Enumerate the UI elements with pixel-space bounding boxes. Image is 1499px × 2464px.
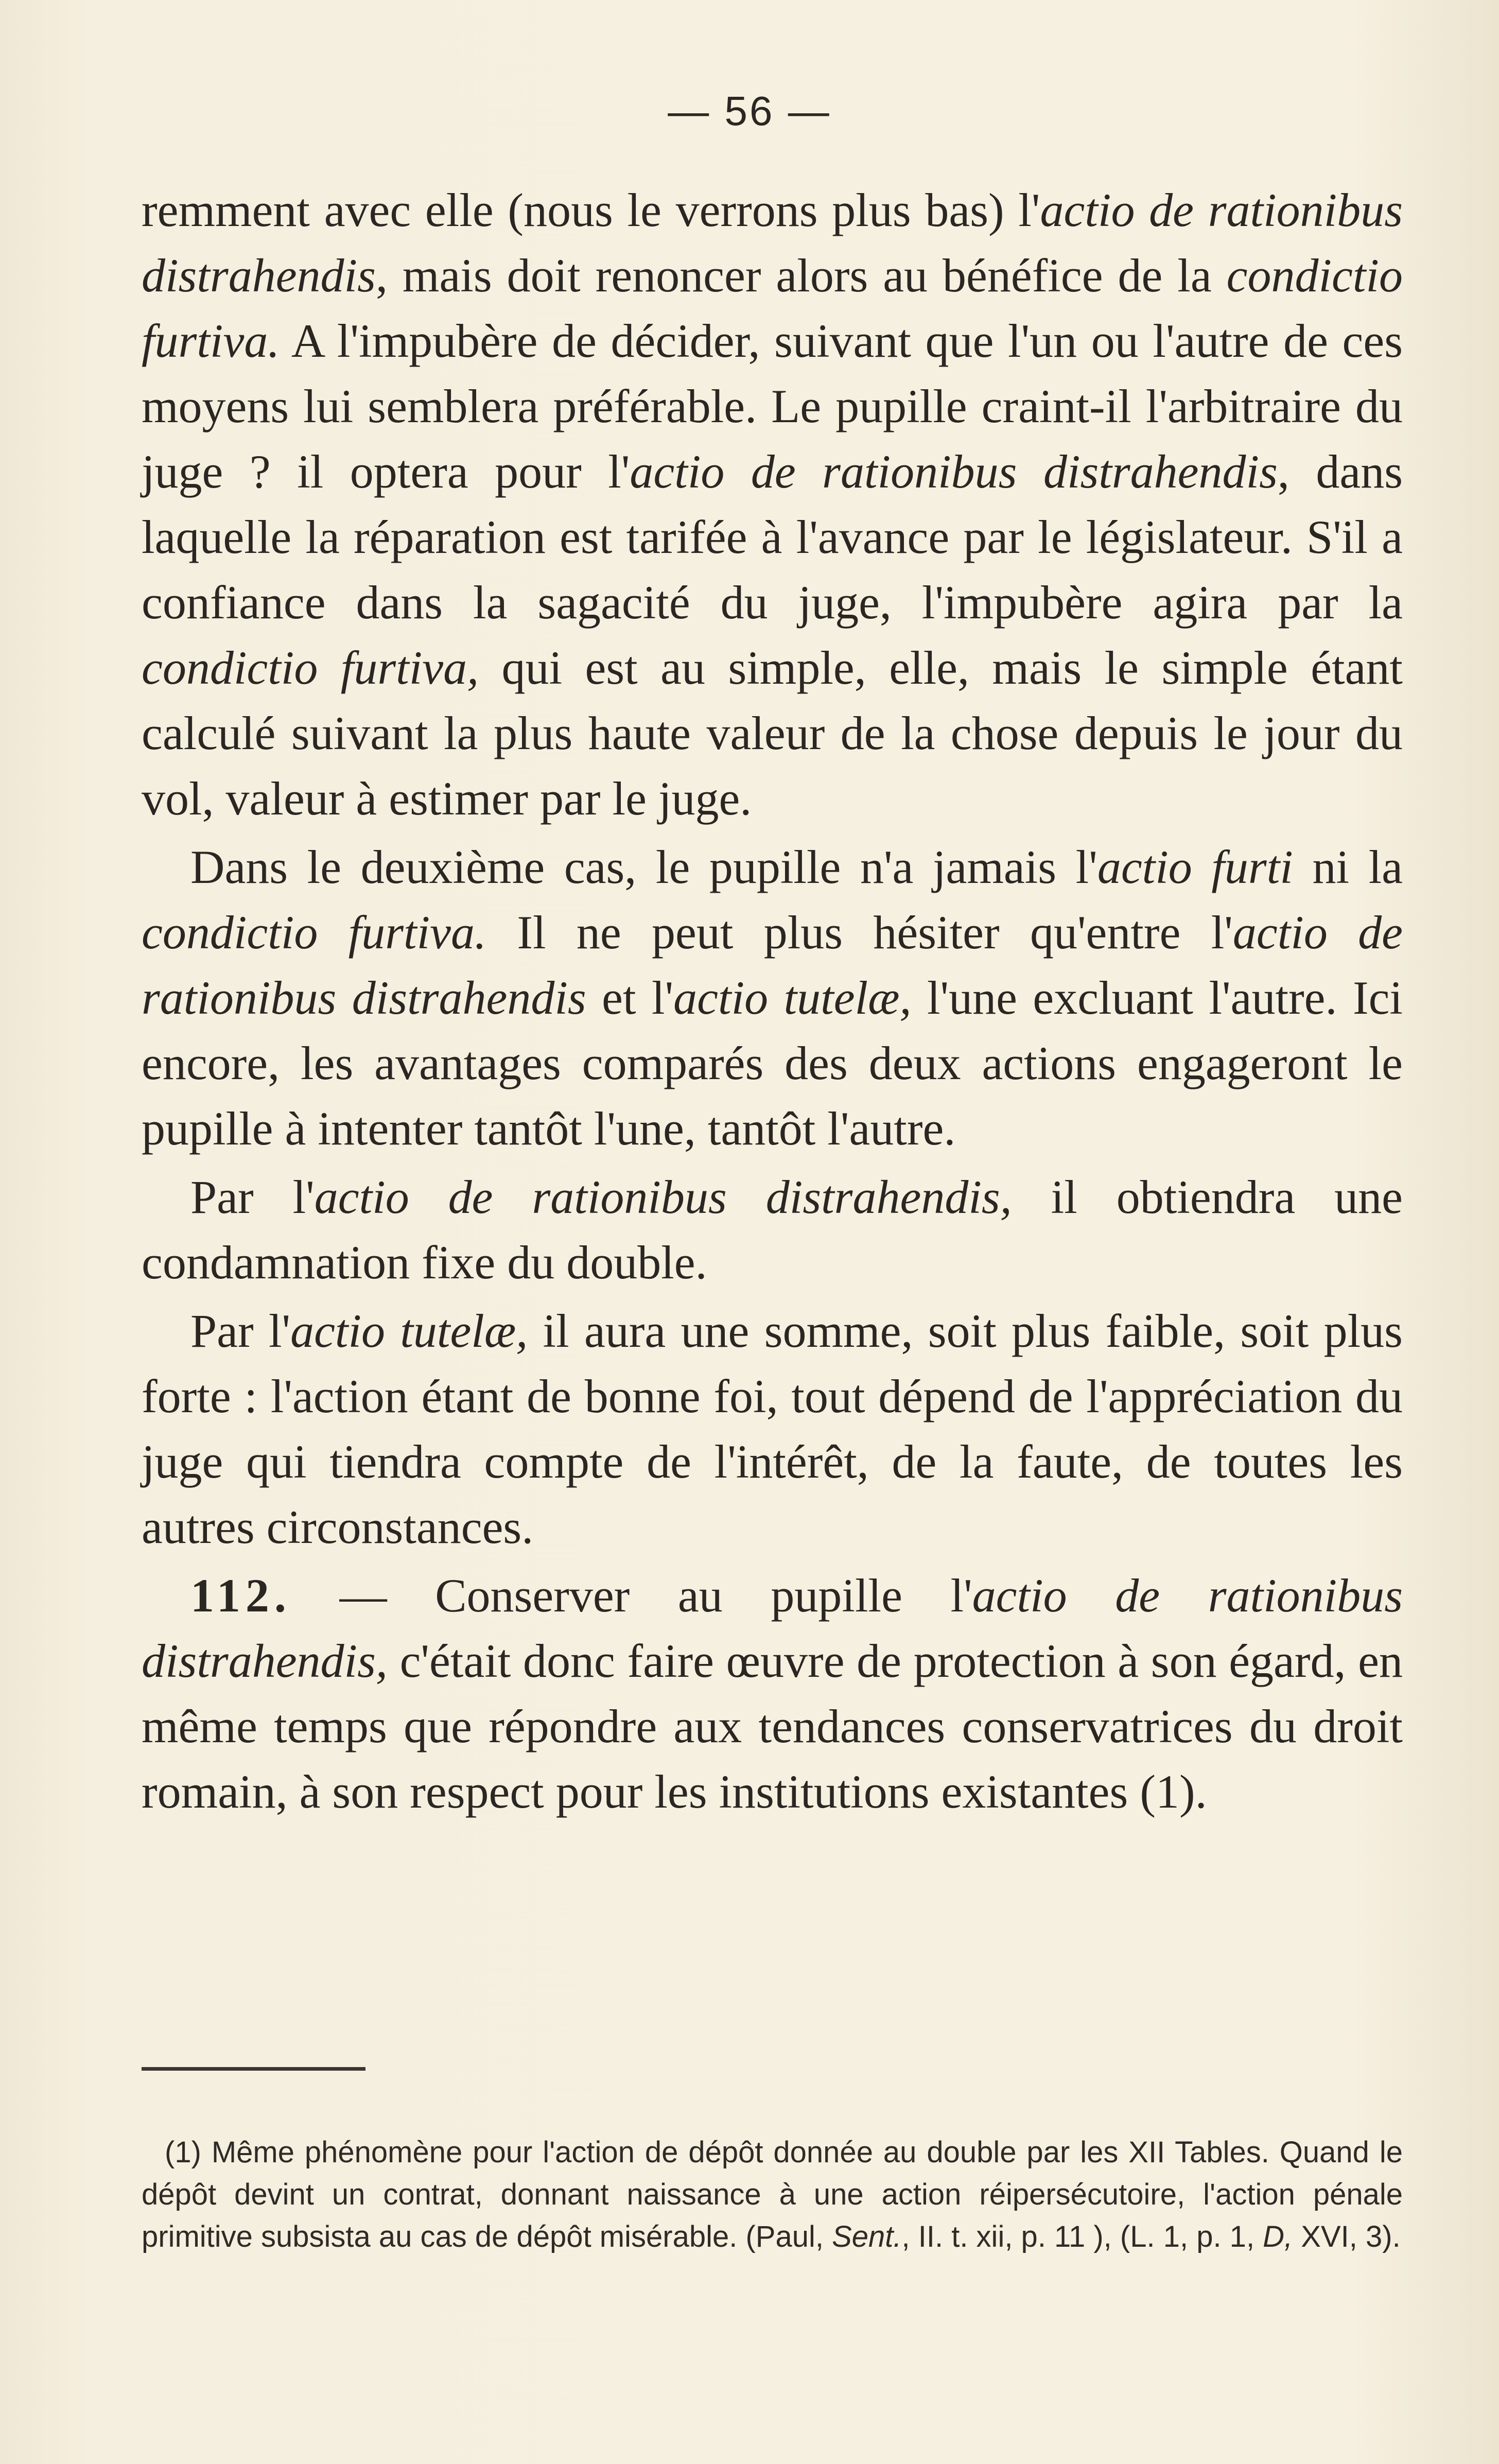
text-run: il obtiendra une condamnation fixe du double. [142,1171,1403,1289]
paragraph-3 [142,1165,1403,1295]
italic-run: condictio furtiva. [142,906,486,959]
italic-run: actio de rationibus distrahendis [142,184,1403,302]
text-run: et l' [586,971,674,1024]
italic-run: actio de rationibus distrahendis [630,445,1278,498]
text-run: remment avec elle (nous le verrons plus bas) l' [142,184,1040,236]
text-run: l'une excluant l'autre. Ici encore, les avantages comparés des deux actions engageront le pupille à intenter tantôt l'une, tantôt l'autre. [142,971,1403,1155]
paragraph-4 [142,1298,1403,1560]
italic-run: Sent. [832,2220,902,2253]
text-run: XVI, 3). [1293,2220,1401,2253]
text-run: Il ne peut plus hésiter qu'entre l' [486,906,1233,959]
italic-run: actio tutelæ, [673,971,912,1024]
italic-run: D, [1263,2220,1293,2253]
text-run: qui est au simple, elle, mais le simple étant calculé suivant la plus haute valeur de la chose depuis le jour du vol, valeur à estimer par le juge. [142,641,1403,825]
footnote-divider [142,2067,365,2071]
footnote [142,2131,1403,2258]
text-run: Par l' [190,1305,291,1357]
page-number: — 56 — [668,88,831,134]
main-text [142,178,1403,1825]
text-run: , dans laquelle la réparation est tarifée à l'avance par le législateur. S'il a confiance dans la sagacité du juge, l'impubère agira par la [142,445,1403,629]
italic-run: actio de rationibus distrahendis, [314,1171,1012,1223]
text-run: A l'impubère de décider, suivant que l'un ou l'autre de ces moyens lui semblera préférable. Le pupille craint-il l'arbitraire du juge ? il optera pour l' [142,315,1403,498]
italic-run: condictio furtiva. [142,249,1403,367]
paragraph-1 [142,178,1403,831]
paragraph-5 [142,1563,1403,1825]
section-number: 112. [190,1569,291,1622]
text-run: (1) Même phénomène pour l'action de dépôt donnée au double par les XII Tables. Quand le dépôt devint un contrat, donnant naissance à une action réipersécutoire, l'action pénale primitive subsista au cas de dépôt misérable. (Paul, [142,2136,1403,2253]
italic-run: actio furti [1097,841,1293,893]
text-run: — Conserver au pupille l' [291,1569,972,1622]
text-run: , mais doit renoncer alors au bénéfice de la [375,249,1227,302]
text-run: il aura une somme, soit plus faible, soit plus forte : l'action étant de bonne foi, tout dépend de l'appréciation du juge qui tiendra compte de l'intérêt, de la faute, de toutes les autres circonstances. [142,1305,1403,1553]
text-run: c'était donc faire œuvre de protection à son égard, en même temps que répondre aux tendances conservatrices du droit romain, à son respect pour les institutions existantes (1). [142,1635,1403,1818]
italic-run: actio de rationibus distrahendis, [142,1569,1403,1687]
text-run: , II. t. xii, p. 11 ), (L. 1, p. 1, [901,2220,1263,2253]
italic-run: actio de rationibus distrahendis [142,906,1403,1024]
italic-run: actio tutelæ, [290,1305,528,1357]
text-run: Dans le deuxième cas, le pupille n'a jamais l' [190,841,1097,893]
italic-run: condictio furtiva, [142,641,479,694]
text-run: ni la [1293,841,1403,893]
text-run: Par l' [190,1171,315,1223]
paragraph-2 [142,835,1403,1161]
